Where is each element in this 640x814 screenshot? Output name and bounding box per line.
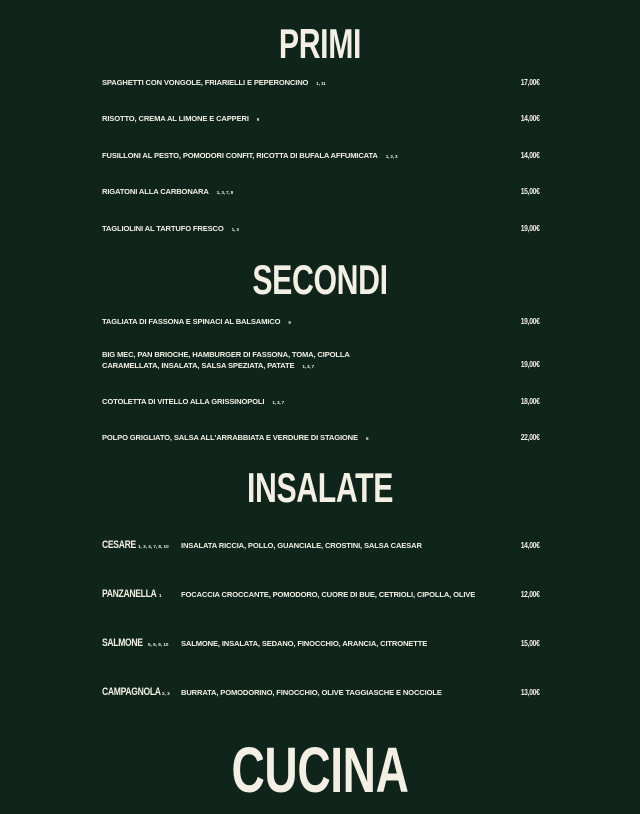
item-name: RIGATONI ALLA CARBONARA (102, 187, 209, 196)
item-name: TAGLIATA DI FASSONA E SPINACI AL BALSAMICO (102, 317, 281, 326)
section-title-secondi: SECONDI (252, 256, 388, 303)
item-name: POLPO GRIGLIATO, SALSA ALL'ARRABBIATA E VERDURE DI STAGIONE (102, 433, 358, 442)
salad-name: CAMPAGNOLA (102, 686, 161, 698)
item-allergens: 1, 3, 7, 8 (216, 189, 234, 195)
item-allergens: 1, 3 (231, 226, 239, 232)
item-price: 19,00€ (521, 223, 540, 233)
item-allergens: 1, 3, 7 (272, 399, 285, 405)
salad-name: PANZANELLA (102, 588, 157, 600)
item-allergens: 6 (365, 435, 369, 441)
item-name: FUSILLONI AL PESTO, POMODORI CONFIT, RICOTTA DI BUFALA AFFUMICATA (102, 151, 378, 160)
item-price: 13,00€ (521, 687, 540, 697)
section-title-primi: PRIMI (278, 20, 362, 67)
item-allergens: 1, 3, 7 (302, 363, 315, 369)
item-allergens: 9 (256, 116, 260, 122)
footer-title-cucina: CUCINA (231, 734, 409, 806)
item-allergens: 9 (288, 319, 291, 325)
item-price: 17,00€ (521, 77, 540, 87)
salad-description: BURRATA, POMODORINO, FINOCCHIO, OLIVE TAGGIASCHE E NOCCIOLE (181, 688, 442, 697)
item-name: COTOLETTA DI VITELLO ALLA GRISSINOPOLI (102, 397, 265, 406)
section-title-insalate: INSALATE (246, 464, 394, 511)
item-price: 19,00€ (521, 359, 540, 369)
salad-description: FOCACCIA CROCCANTE, POMODORO, CUORE DI BUE, CETRIOLI, CIPOLLA, OLIVE (181, 590, 476, 599)
salad-allergens: 1, 3, 4, 7, 8, 10 (138, 544, 169, 549)
salad-description: SALMONE, INSALATA, SEDANO, FINOCCHIO, ARANCIA, CITRONETTE (181, 639, 428, 648)
salad-name: CESARE (102, 539, 136, 551)
item-price: 14,00€ (521, 540, 540, 550)
salad-allergens: 2, 3 (162, 691, 170, 696)
item-price: 14,00€ (521, 150, 540, 160)
salad-allergens: 5, 6, 9, 10 (148, 642, 169, 647)
item-name-line-1: BIG MEC, PAN BRIOCHE, HAMBURGER DI FASSONA, TOMA, CIPOLLA (102, 350, 350, 359)
item-price: 19,00€ (521, 316, 540, 326)
item-price: 22,00€ (521, 432, 540, 442)
item-price: 12,00€ (521, 589, 540, 599)
item-name: SPAGHETTI CON VONGOLE, FRIARIELLI E PEPERONCINO (102, 78, 309, 87)
item-allergens: 1, 11 (316, 80, 326, 86)
item-price: 18,00€ (521, 396, 540, 406)
item-price: 15,00€ (521, 186, 540, 196)
item-price: 14,00€ (521, 113, 540, 123)
item-name-line-2: CARAMELLATA, INSALATA, SALSA SPEZIATA, PATATE (102, 361, 295, 370)
salad-name: SALMONE (102, 637, 143, 649)
item-name: RISOTTO, CREMA AL LIMONE E CAPPERI (102, 114, 249, 123)
item-allergens: 1, 2, 3 (385, 153, 398, 159)
item-price: 15,00€ (521, 638, 540, 648)
item-name: TAGLIOLINI AL TARTUFO FRESCO (102, 224, 224, 233)
salad-description: INSALATA RICCIA, POLLO, GUANCIALE, CROSTINI, SALSA CAESAR (181, 541, 422, 550)
salad-allergens: 1 (159, 593, 162, 598)
